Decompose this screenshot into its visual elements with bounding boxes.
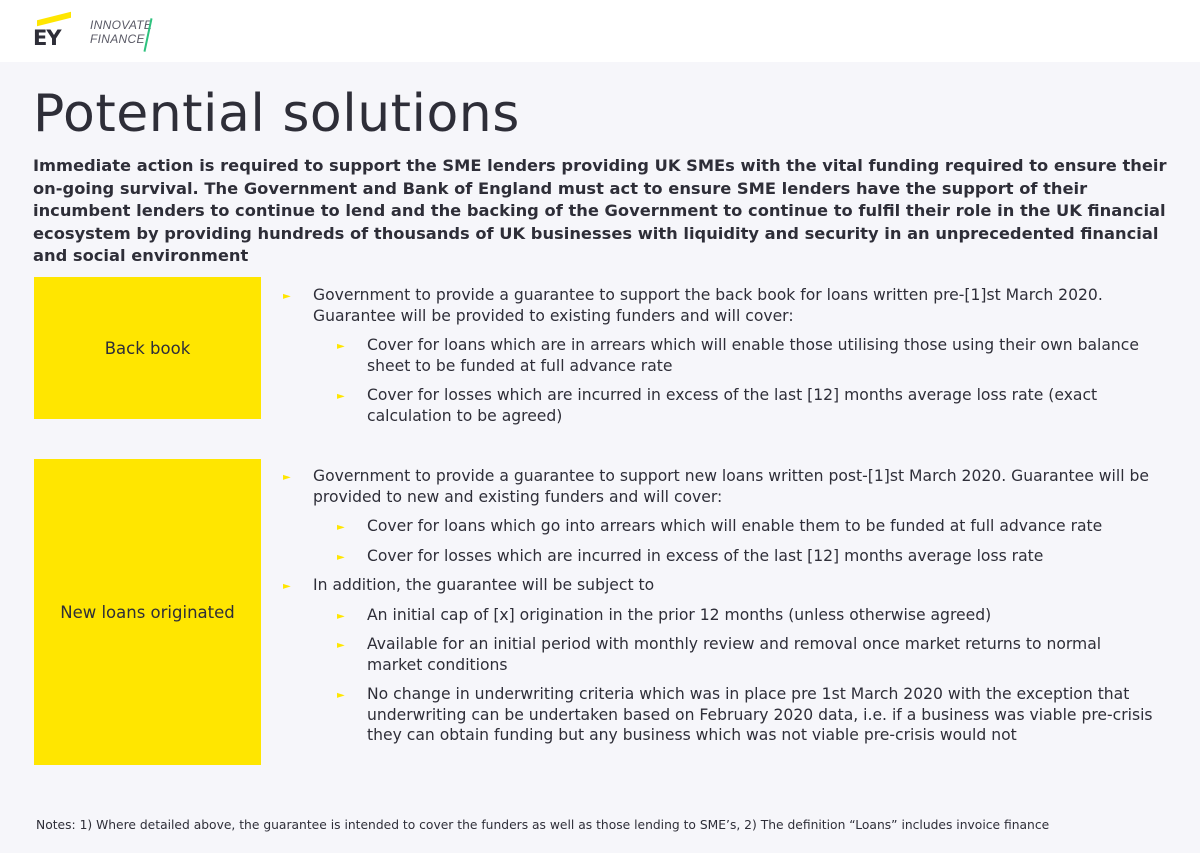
list-item-text: Cover for losses which are incurred in excess of the last [12] months average loss rate: [367, 546, 1044, 565]
list-subitem: [337, 605, 1153, 626]
bullet-arrow-icon: ►: [337, 551, 345, 563]
innovate-finance-logo: [90, 18, 170, 54]
list-item-text: Government to provide a guarantee to support new loans written post-[1]st March 2020. Guarantee will be provided to new and existing funders and will cover:: [313, 467, 1149, 506]
list-item: [283, 575, 1153, 596]
page-title: Potential solutions: [33, 84, 520, 144]
bullet-arrow-icon: ►: [283, 581, 291, 592]
list-item: [283, 285, 1153, 326]
list-item-text: Cover for loans which go into arrears which will enable them to be funded at full advance rate: [367, 517, 1103, 535]
bullet-arrow-icon: ►: [337, 640, 345, 651]
innovate-logo-line1: INNOVATE: [90, 18, 153, 32]
list-item-text: Government to provide a guarantee to support the back book for loans written pre-[1]st March 2020. Guarantee will be provided to existing funders and will cover:: [313, 286, 1103, 325]
ey-logo-text: EY: [33, 26, 61, 50]
bullet-arrow-icon: ►: [337, 690, 345, 701]
list-item-text: Available for an initial period with monthly review and removal once market returns to normal market conditions: [367, 635, 1102, 674]
list-item-text: Cover for loans which are in arrears which will enable those utilising those using their own balance sheet to be funded at full advance rate: [367, 336, 1139, 375]
new-loans-label: New loans originated: [60, 602, 235, 622]
bullet-arrow-icon: ►: [337, 522, 345, 533]
list-subitem: [337, 634, 1153, 675]
list-subitem: [337, 516, 1153, 537]
back-book-label: Back book: [104, 338, 191, 358]
list-item: [283, 466, 1153, 507]
list-subitem: [337, 546, 1153, 567]
bullet-arrow-icon: ►: [337, 341, 345, 352]
list-subitem: [337, 385, 1153, 426]
footnotes: Notes: 1) Where detailed above, the guarantee is intended to cover the funders as well as those lending to SME’s, 2) The definition “Loans” includes invoice finance: [36, 818, 1050, 832]
new-loans-list: [283, 466, 1153, 755]
ey-logo: [33, 14, 73, 50]
list-subitem: [337, 684, 1153, 746]
back-book-list: [283, 285, 1153, 435]
new-loans-label-box: [34, 459, 261, 765]
bullet-arrow-icon: ►: [283, 472, 291, 483]
bullet-arrow-icon: ►: [283, 291, 291, 302]
bullet-arrow-icon: ►: [337, 610, 345, 622]
list-item-text: No change in underwriting criteria which was in place pre 1st March 2020 with the exception that underwriting can be undertaken based on February 2020 data, i.e. if a business was viable pre-crisis they can obtain funding but any business which was not viable pre-crisis would not: [367, 685, 1153, 744]
innovate-logo-line2: FINANCE: [90, 32, 145, 46]
list-item-text: An initial cap of [x] origination in the prior 12 months (unless otherwise agreed): [367, 605, 992, 624]
header-bar: [0, 0, 1200, 62]
bullet-arrow-icon: ►: [337, 391, 345, 402]
list-item-text: Cover for losses which are incurred in excess of the last [12] months average loss rate (exact calculation to be agreed): [367, 386, 1098, 425]
list-subitem: [337, 335, 1153, 376]
intro-paragraph: Immediate action is required to support the SME lenders providing UK SMEs with the vital funding required to ensure their on-going survival. The Government and Bank of England must act to ensure SME lenders have the support of their incumbent lenders to continue to lend and the backing of the Government to continue to fulfil their role in the UK financial ecosystem by providing hundreds of thousands of UK businesses with liquidity and security in an unprecedented financial and social environment: [33, 156, 1167, 265]
list-item-text: In addition, the guarantee will be subject to: [313, 576, 655, 594]
back-book-label-box: [34, 277, 261, 419]
ey-logo-beam-icon: [37, 12, 71, 26]
